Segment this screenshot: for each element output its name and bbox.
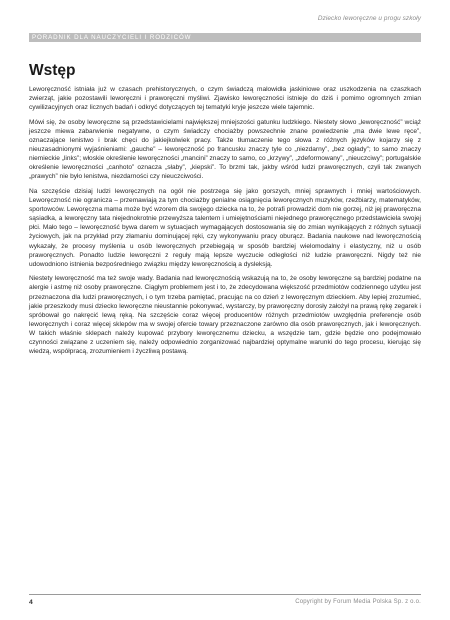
page-title: Wstęp — [29, 62, 76, 79]
body-text — [29, 85, 421, 362]
paragraph: Leworęczność istniała już w czasach prehistorycznych, o czym świadczą malowidła jaskiniowe oraz uszkodzenia na czaszkach zwierząt, jakie pozostawili leworęczni i praworęczni myśliwi. Zjawisko leworęczności istnieje do dziś i pomimo ogromnych zmian cywilizacyjnych oraz licznych badań i odkryć dotyczących tej tematyki kryje jeszcze wiele tajemnic. — [29, 86, 421, 112]
page-number: 4 — [29, 599, 33, 606]
running-title: Dziecko leworęczne u progu szkoły — [317, 15, 421, 22]
paragraph: Mówi się, że osoby leworęczne są przedstawicielami największej mniejszości gatunku ludzkiego. Niestety słowo „leworęczność” wciąż jeszcze miewa zabarwienie negatywne, o czym świadczy chociażby powszechnie znane powiedzenie „ma dwie lewe ręce”, oznaczające lenistwo i brak chęci do jakiejkolwiek pracy. Także tłumaczenie tego słowa z różnych języków kojarzy się z nieuzasadnionymi wyjaśnieniami: „gauche” – leworęczność po francusku znaczy tyle co „niezdarny”, „bez ogłady”; to samo znaczy niemieckie „links”; włoskie określenie leworęczności „mancini” znaczy to samo, co „krzywy”, „zdeformowany”, „nieuczciwy”; portugalskie określenie leworęczności „canhoto” oznacza „słaby”, „kiepski”. To brzmi tak, jakby wśród ludzi praworęcznych, czyli tak zwanych „prawych” nie było lenistwa, niezdarności czy nieuczciwości. — [29, 118, 421, 181]
paragraph: Niestety leworęczność ma też swoje wady. Badania nad leworęcznością wskazują na to, że osoby leworęczne są bardziej podatne na alergie i astmę niż osoby praworęczne. Ciągłym problemem jest i to, że zdecydowana większość przedmiotów codziennego użytku jest przeznaczona dla ludzi praworęcznych, i o tym trzeba pamiętać, pracując na co dzień z leworęcznym dzieckiem. Aby lepiej zrozumieć, jakie przeszkody musi dziecko leworęczne nieustannie pokonywać, wystarczy, by praworęczny dorosły założył na prawą rękę zegarek i spróbował go nakręcić lewą ręką. Na szczęście coraz więcej producentów różnych przedmiotów uwzględnia preferencje osób leworęcznych i coraz więcej sklepów ma w swojej ofercie towary przeznaczone zarówno dla osób praworęcznych, jak i leworęcznych. W takich właśnie sklepach należy kupować przybory leworęcznemu dziecku, a wszędzie tam, gdzie będzie ono podejmowało czynności związane z uczeniem się, należy odpowiednio zorganizować najbardziej optymalne warunki do tego procesu, kierując się wiedzą, współpracą, zrozumieniem i życzliwą postawą. — [29, 275, 421, 356]
footer-divider — [29, 594, 421, 595]
copyright-notice: Copyright by Forum Media Polska Sp. z o.o. — [295, 599, 421, 605]
section-band-label: PORADNIK DLA NAUCZYCIELI I RODZICÓW — [32, 34, 192, 41]
paragraph: Na szczęście dzisiaj ludzi leworęcznych na ogół nie postrzega się jako gorszych, mniej sprawnych i mniej wartościowych. Leworęczność nie ogranicza – przemawiają za tym chociażby genialne osiągnięcia leworęcznych muzyków, rzeźbiarzy, matematyków, sportowców. Leworęczna mama może być wzorem dla swojego dziecka na to, że potrafi prowadzić dom nie gorzej, niż jej praworęczna sąsiadka, a leworęczny tata niejednokrotnie przewyższa talentem i umiejętnościami niejednego praworęcznego przedstawiciela swojej płci. Mało tego – leworęczność bywa darem w sytuacjach wymagających dostosowania się do zmian wynikających z różnych sytuacji życiowych, jak na przykład przy złamaniu dominującej ręki, czy wykonywaniu pracy oburącz. Badania naukowe nad leworęcznością wykazały, że procesy myślenia u osób leworęcznych przebiegają w sposób bardziej wielomodalny i elastyczny, niż u osób praworęcznych. Ponadto ludzie leworęczni z reguły mają lepsze wyczucie odległości niż ludzie praworęczni. Nigdy też nie udowodniono istnienia bezpośredniego związku między leworęcznością a dysleksją. — [29, 187, 421, 268]
section-band — [29, 33, 421, 42]
